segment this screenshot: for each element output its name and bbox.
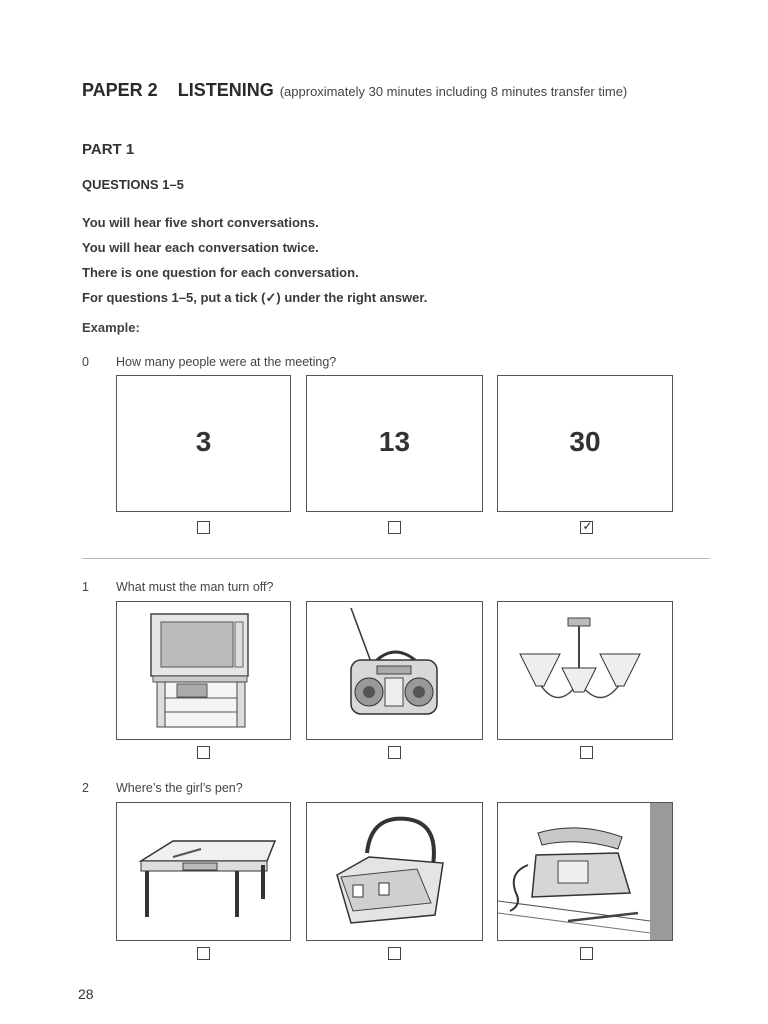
- option-box-2a: [116, 802, 291, 941]
- option-box-0a: [116, 375, 291, 512]
- ceiling-lamp-icon: [498, 602, 672, 739]
- page-number: 28: [78, 986, 94, 1002]
- question-number: 0: [82, 355, 89, 369]
- part-heading: PART 1: [82, 141, 135, 158]
- instructions: [82, 210, 427, 310]
- television-icon: [117, 602, 290, 739]
- handbag-icon: [307, 803, 482, 940]
- option-box-1b: [306, 601, 483, 740]
- question-0: [82, 355, 336, 369]
- option-label: 3: [195, 426, 212, 457]
- option-box-2c: [497, 802, 673, 941]
- option-box-2b: [306, 802, 483, 941]
- answer-checkbox-0c[interactable]: [580, 521, 593, 534]
- instruction-line: There is one question for each conversation.: [82, 265, 359, 280]
- paper-label: PAPER 2: [82, 80, 158, 100]
- answer-checkbox-2a[interactable]: [197, 947, 210, 960]
- question-text: How many people were at the meeting?: [116, 355, 337, 369]
- example-label: Example:: [82, 320, 140, 335]
- answer-checkbox-0a[interactable]: [197, 521, 210, 534]
- telephone-icon: [498, 803, 672, 940]
- answer-checkbox-2c[interactable]: [580, 947, 593, 960]
- answer-checkbox-1a[interactable]: [197, 746, 210, 759]
- question-1: [82, 580, 273, 594]
- instruction-line: You will hear five short conversations.: [82, 215, 319, 230]
- answer-checkbox-2b[interactable]: [388, 947, 401, 960]
- radio-cassette-player-icon: [307, 602, 482, 739]
- section-label: LISTENING: [177, 80, 274, 100]
- option-box-0c: [497, 375, 673, 512]
- question-number: 1: [82, 580, 89, 594]
- paper-subtitle: (approximately 30 minutes including 8 minutes transfer time): [279, 84, 628, 99]
- question-text: Where’s the girl’s pen?: [116, 781, 243, 795]
- answer-checkbox-0b[interactable]: [388, 521, 401, 534]
- answer-checkbox-1c[interactable]: [580, 746, 593, 759]
- question-2: [82, 781, 243, 795]
- option-box-1c: [497, 601, 673, 740]
- tick-mark-icon: ✓: [582, 519, 593, 533]
- instruction-line: You will hear each conversation twice.: [82, 240, 319, 255]
- option-box-1a: [116, 601, 291, 740]
- question-number: 2: [82, 781, 89, 795]
- table-icon: [117, 803, 290, 940]
- option-label: 13: [378, 426, 411, 457]
- divider: [82, 558, 710, 559]
- option-label: 30: [569, 426, 601, 457]
- question-text: What must the man turn off?: [116, 580, 274, 594]
- paper-title: [82, 80, 627, 101]
- questions-heading: QUESTIONS 1–5: [82, 177, 184, 192]
- instruction-line: For questions 1–5, put a tick (✓) under the right answer.: [82, 290, 428, 305]
- option-box-0b: [306, 375, 483, 512]
- answer-checkbox-1b[interactable]: [388, 746, 401, 759]
